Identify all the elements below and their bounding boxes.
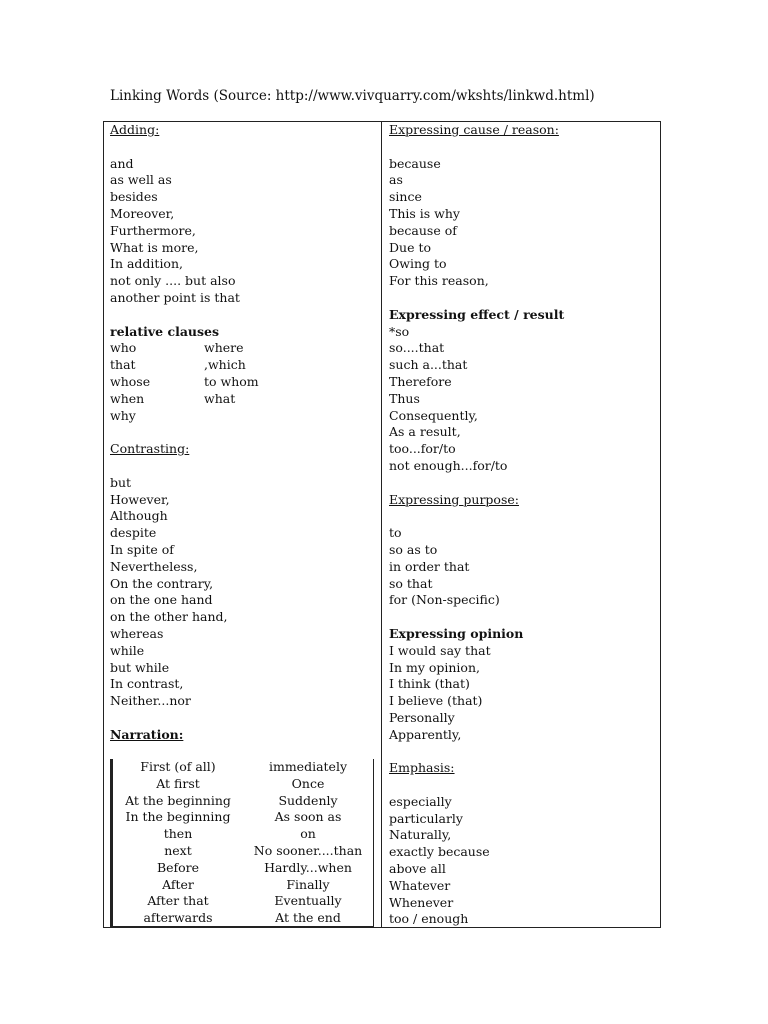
column-divider <box>381 121 382 928</box>
table-row: First (of all) immediately <box>140 759 348 774</box>
list-item: Furthermore, <box>110 222 196 238</box>
list-item: on the one hand <box>110 592 213 608</box>
relative-row: when what <box>110 390 236 406</box>
list-item: because of <box>389 222 457 238</box>
list-item: whereas <box>110 625 164 641</box>
list-item: exactly because <box>389 844 490 860</box>
relative-row: who where <box>110 340 244 356</box>
table-row: After that Eventually <box>147 893 342 909</box>
list-item: in order that <box>389 558 470 574</box>
narration-heading: Narration: <box>110 726 184 742</box>
relative-row: whose to whom <box>110 373 259 389</box>
page-title: Linking Words (Source: http://www.vivquarry.com/wkshts/linkwd.html) <box>110 88 595 104</box>
purpose-heading: Expressing purpose: <box>389 491 519 507</box>
list-item: Whenever <box>389 894 454 910</box>
list-item: so as to <box>389 541 438 557</box>
list-item: too / enough <box>389 911 469 927</box>
list-item: Thus <box>389 390 420 406</box>
list-item: I believe (that) <box>389 693 483 709</box>
list-item: As a result, <box>389 424 461 440</box>
list-item: besides <box>110 189 158 205</box>
narration-table <box>110 759 374 927</box>
relative-row: that ,which <box>110 357 246 373</box>
list-item: not only .... but also <box>110 273 236 289</box>
list-item: Nevertheless, <box>110 558 198 574</box>
list-item: especially <box>389 793 452 809</box>
list-item: to <box>389 525 402 541</box>
list-item: while <box>110 642 145 658</box>
list-item: too...for/to <box>389 441 456 457</box>
list-item: In spite of <box>110 541 174 557</box>
list-item: Moreover, <box>110 205 175 221</box>
list-item: as well as <box>110 172 172 188</box>
left-column <box>110 122 375 743</box>
table-row: next No sooner....than <box>164 842 363 858</box>
table-row: At first Once <box>156 775 325 791</box>
list-item: but <box>110 474 132 490</box>
list-item: such a...that <box>389 357 468 373</box>
adding-heading: Adding: <box>110 122 160 137</box>
list-item: despite <box>110 525 157 541</box>
list-item: In contrast, <box>110 676 184 692</box>
right-column <box>389 122 657 928</box>
list-item: particularly <box>389 810 463 826</box>
list-item: Apparently, <box>389 726 462 742</box>
list-item: for (Non-specific) <box>389 592 500 608</box>
table-row: afterwards At the end <box>143 910 341 926</box>
list-item: Therefore <box>389 373 452 389</box>
list-item: and <box>110 155 134 171</box>
list-item: Consequently, <box>389 407 478 423</box>
table-row: At the beginning Suddenly <box>125 792 338 808</box>
list-item: What is more, <box>110 239 199 255</box>
list-item: since <box>389 189 422 205</box>
list-item: as <box>389 172 403 188</box>
list-item: In my opinion, <box>389 659 480 675</box>
list-item: not enough...for/to <box>389 457 508 473</box>
list-item: but while <box>110 659 170 675</box>
list-item: For this reason, <box>389 273 489 289</box>
list-item: Whatever <box>389 877 451 893</box>
relative-row: why <box>110 407 136 423</box>
list-item: above all <box>389 861 446 877</box>
list-item: Personally <box>389 709 455 725</box>
list-item: on the other hand, <box>110 609 228 625</box>
list-item: so that <box>389 575 433 591</box>
list-item: I would say that <box>389 642 491 658</box>
list-item: This is why <box>389 205 460 221</box>
table-row: then on <box>163 826 316 842</box>
contrasting-heading: Contrasting: <box>110 441 190 457</box>
table-row: After Finally <box>162 876 330 892</box>
opinion-heading: Expressing opinion <box>389 625 524 641</box>
table-row: In the beginning As soon as <box>125 809 342 825</box>
list-item: because <box>389 155 441 171</box>
list-item: Due to <box>389 239 431 255</box>
list-item: On the contrary, <box>110 575 214 591</box>
emphasis-heading: Emphasis: <box>389 760 455 776</box>
relative-clauses-heading: relative clauses <box>110 323 220 339</box>
cause-heading: Expressing cause / reason: <box>389 122 559 137</box>
list-item: However, <box>110 491 170 507</box>
list-item: Although <box>110 508 168 524</box>
list-item: Neither...nor <box>110 693 191 709</box>
table-row: Before Hardly...when <box>156 859 352 875</box>
list-item: *so <box>389 323 410 339</box>
list-item: Owing to <box>389 256 447 272</box>
list-item: another point is that <box>110 289 240 305</box>
list-item: I think (that) <box>389 676 470 692</box>
list-item: In addition, <box>110 256 183 272</box>
effect-heading: Expressing effect / result <box>389 306 565 322</box>
list-item: Naturally, <box>389 827 452 843</box>
list-item: so....that <box>389 340 445 356</box>
